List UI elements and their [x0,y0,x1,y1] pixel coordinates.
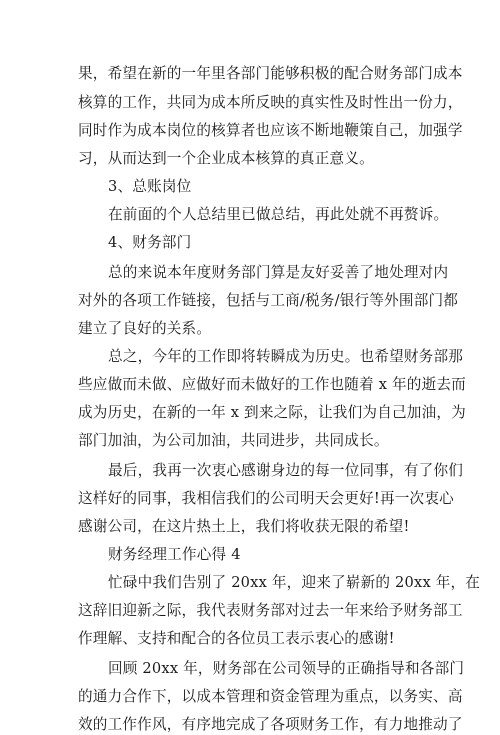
section-heading: 4、财务部门 [108,234,192,251]
paragraph-line: 部门加油，为公司加油，共同进步，共同成长。 [78,432,389,449]
paragraph-line: 的通力合作下，以成本管理和资金管理为重点，以务实、高 [78,688,463,705]
paragraph-line: 效的工作作风，有序地完成了各项财务工作，有力地推动了 [78,716,463,733]
section-heading: 3、总账岗位 [108,178,192,195]
paragraph-line: 回顾 20xx 年，财务部在公司领导的正确指导和各部门 [108,660,465,677]
paragraph-line: 建立了良好的关系。 [78,320,212,337]
paragraph-line: 这辞旧迎新之际，我代表财务部对过去一年来给予财务部工 [78,602,463,619]
paragraph-line: 核算的工作，共同为成本所反映的真实性及时性出一份力， [78,94,463,111]
section-heading: 财务经理工作心得 4 [108,546,241,563]
paragraph-line: 最后，我再一次衷心感谢身边的每一位同事，有了你们 [108,462,464,479]
paragraph-line: 同时作为成本岗位的核算者也应该不断地鞭策自己，加强学 [78,122,463,139]
paragraph-line: 忙碌中我们告别了 20xx 年，迎来了崭新的 20xx 年，在 [108,574,481,591]
paragraph-line: 感谢公司，在这片热土上，我们将收获无限的希望! [78,518,410,535]
paragraph-line: 在前面的个人总结里已做总结，再此处就不再赘诉。 [108,206,449,223]
paragraph-line: 作理解、支持和配合的各位员工表示衷心的感谢! [78,630,395,647]
paragraph-line: 这样好的同事，我相信我们的公司明天会更好!再一次衷心 [78,490,454,507]
paragraph-line: 成为历史，在新的一年 x 到来之际，让我们为自己加油，为 [78,404,466,421]
paragraph-line: 习，从而达到一个企业成本核算的真正意义。 [78,150,374,167]
paragraph-line: 果，希望在新的一年里各部门能够积极的配合财务部门成本 [78,65,463,82]
paragraph-line: 些应做而未做、应做好而未做好的工作也随着 x 年的逝去而 [78,376,466,393]
paragraph-line: 总的来说本年度财务部门算是友好妥善了地处理对内 [108,264,449,281]
paragraph-line: 总之，今年的工作即将转瞬成为历史。也希望财务部那 [108,348,464,365]
paragraph-line: 对外的各项工作链接，包括与工商/税务/银行等外围部门都 [78,292,459,309]
